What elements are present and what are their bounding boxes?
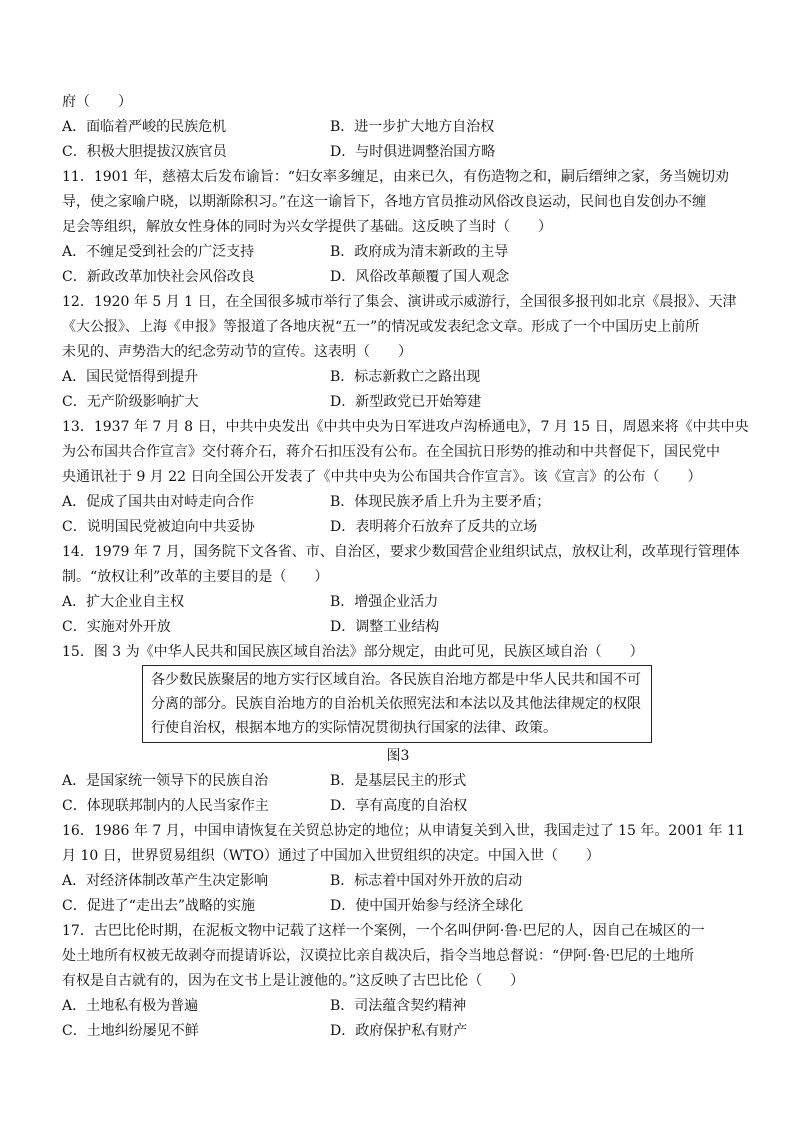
option-a[interactable]: A．对经济体制改革产生决定影响 [62, 873, 269, 889]
question-14-line: 制。“放权让利”改革的主要目的是（ ） [62, 569, 329, 585]
option-a[interactable]: A．扩大企业自主权 [62, 594, 185, 610]
option-c[interactable]: C．新政改革加快社会风俗改良 [62, 269, 255, 285]
question-13-line: 13．1937 年 7 月 8 日，中共中央发出《中共中央为日军进攻卢沟桥通电》，7 月 15 日，周恩来将《中共中央 [62, 419, 749, 435]
option-d[interactable]: D．政府保护私有财产 [330, 1023, 468, 1039]
option-d[interactable]: D．风俗改革颠覆了国人观念 [330, 269, 510, 285]
q13-options-row-1 [62, 490, 734, 515]
q13-options-row-2 [62, 515, 734, 540]
option-c[interactable]: C．土地纠纷屡见不鲜 [62, 1023, 199, 1039]
option-d[interactable]: D．与时俱进调整治国方略 [330, 144, 496, 160]
option-d[interactable]: D．表明蒋介石放弃了反共的立场 [330, 519, 538, 535]
option-c[interactable]: C．说明国民党被迫向中共妥协 [62, 519, 255, 535]
exam-page [62, 90, 749, 1044]
q14-options-row-2 [62, 615, 734, 640]
option-b[interactable]: B．司法蕴含契约精神 [330, 998, 467, 1014]
option-c[interactable]: C．积极大胆提拔汉族官员 [62, 144, 227, 160]
option-c[interactable]: C．实施对外开放 [62, 619, 171, 635]
question-12-line: 《大公报》、上海《申报》等报道了各地庆祝“五一”的情况或发表纪念文章。形成了一个中国历史上前所 [62, 319, 700, 335]
option-d[interactable]: D．新型政党已开始筹建 [330, 394, 482, 410]
option-c[interactable]: C．体现联邦制内的人民当家作主 [62, 798, 269, 814]
q12-options-row-2 [62, 390, 734, 415]
q15-options-row-1 [62, 769, 734, 794]
option-d[interactable]: D．享有高度的自治权 [330, 798, 468, 814]
q11-options-row-2 [62, 265, 734, 290]
q17-options-row-1 [62, 994, 734, 1019]
question-17-line: 有权是自古就有的，因为在文书上是让渡他的。”这反映了古巴比伦（ ） [62, 973, 525, 989]
option-a[interactable]: A．不缠足受到社会的广泛支持 [62, 244, 255, 260]
q11-options-row-1 [62, 240, 734, 265]
q14-options-row-1 [62, 590, 734, 615]
option-b[interactable]: B．标志着中国对外开放的启动 [330, 873, 523, 889]
q15-options-row-2 [62, 794, 734, 819]
option-a[interactable]: A．国民觉悟得到提升 [62, 369, 199, 385]
q16-options-row-2 [62, 894, 734, 919]
option-d[interactable]: D．调整工业结构 [330, 619, 440, 635]
option-b[interactable]: B．政府成为清末新政的主导 [330, 244, 509, 260]
option-a[interactable]: A．是国家统一领导下的民族自治 [62, 773, 269, 789]
question-11-line: 11．1901 年，慈禧太后发布谕旨：“妇女率多缠足，由来已久，有伤造物之和，嗣后缙绅之家，务当婉切劝 [62, 169, 730, 185]
option-a[interactable]: A．促成了国共由对峙走向合作 [62, 494, 255, 510]
option-a[interactable]: A．土地私有极为普遍 [62, 998, 199, 1014]
option-d[interactable]: D．使中国开始参与经济全球化 [330, 898, 524, 914]
option-b[interactable]: B．增强企业活力 [330, 594, 439, 610]
question-12-line: 12．1920 年 5 月 1 日，在全国很多城市举行了集会、演讲或示威游行，全国很多报刊如北京《晨报》、天津 [62, 294, 737, 310]
option-c[interactable]: C．促进了“走出去”战略的实施 [62, 898, 256, 914]
option-a[interactable]: A．面临着严峻的民族危机 [62, 119, 227, 135]
q10-options-row-1 [62, 115, 734, 140]
question-15-line: 15．图 3 为《中华人民共和国民族区域自治法》部分规定，由此可见，民族区域自治（ ） [62, 644, 644, 660]
question-16-line: 月 10 日，世界贸易组织（WTO）通过了中国加入世贸组织的决定。中国入世（ ） [62, 848, 600, 864]
question-17-line: 处土地所有权被无故剥夺而提请诉讼，汉谟拉比亲自裁决后，指令当地总督说：“伊阿·鲁·巴尼的土地所 [62, 948, 695, 964]
option-b[interactable]: B．体现民族矛盾上升为主要矛盾； [330, 494, 551, 510]
figure-3-quote: 各少数民族聚居的地方实行区域自治。各民族自治地方都是中华人民共和国不可分离的部分。民族自治地方的自治机关依照宪法和本法以及其他法律规定的权限行使自治权，根据本地方的实际情况贯彻执行国家的法律、政策。 [142, 665, 652, 743]
option-b[interactable]: B．进一步扩大地方自治权 [330, 119, 495, 135]
question-13-line: 为公布国共合作宣言》交付蒋介石，蒋介石扣压没有公布。在全国抗日形势的推动和中共督促下，国民党中 [62, 444, 720, 460]
option-b[interactable]: B．是基层民主的形式 [330, 773, 467, 789]
q12-options-row-1 [62, 365, 734, 390]
question-12-line: 未见的、声势浩大的纪念劳动节的宣传。这表明（ ） [62, 344, 412, 360]
question-16-line: 16．1986 年 7 月，中国申请恢复在关贸总协定的地位；从申请复关到入世，我国走过了 15 年。2001 年 11 [62, 823, 745, 839]
q16-options-row-1 [62, 869, 734, 894]
question-17-line: 17．古巴比伦时期，在泥板文物中记载了这样一个案例，一个名叫伊阿·鲁·巴尼的人，因自己在城区的一 [62, 923, 705, 939]
question-14-line: 14．1979 年 7 月，国务院下文各省、市、自治区，要求少数国营企业组织试点，放权让利，改革现行管理体 [62, 544, 740, 560]
q17-options-row-2 [62, 1019, 734, 1044]
option-c[interactable]: C．无产阶级影响扩大 [62, 394, 199, 410]
figure-3-box [142, 665, 652, 743]
figure-3-caption: 图3 [386, 748, 410, 764]
question-11-line: 导，使之家喻户晓，以期渐除积习。”在这一谕旨下，各地方官员推动风俗改良运动，民间也自发创办不缠 [62, 194, 707, 210]
question-10-stem-tail: 府（ ） [62, 94, 132, 110]
q10-options-row-2 [62, 140, 734, 165]
question-13-line: 央通讯社于 9 月 22 日向全国公开发表了《中共中央为公布国共合作宣言》。该《宣言》的公布（ ） [62, 469, 702, 485]
option-b[interactable]: B．标志新救亡之路出现 [330, 369, 481, 385]
question-11-line: 足会等组织，解放女性身体的同时为兴女学提供了基础。这反映了当时（ ） [62, 219, 552, 235]
